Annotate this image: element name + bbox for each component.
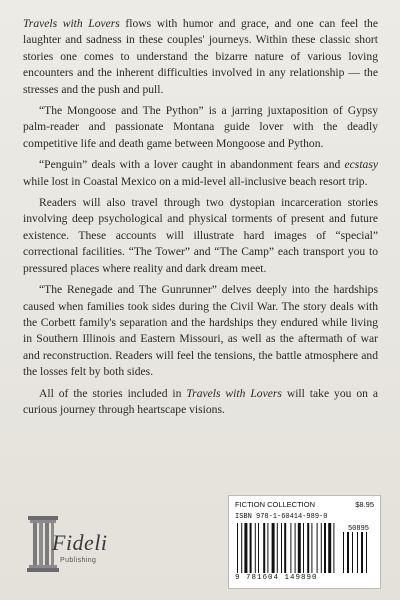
price-label: $8.95 xyxy=(355,500,374,509)
publisher-name: Fideli xyxy=(52,530,108,555)
publisher-sub: Publishing xyxy=(60,557,97,564)
blurb-paragraph-6: All of the stories included in Travels with Lovers will take you on a curious journey through heartscape visions. xyxy=(23,386,378,416)
blurb-paragraph-3: “Penguin” deals with a lover caught in abandonment fears and ecstasy while lost in Coastal Mexico on a mid-level all-inclusive beach resort trip. xyxy=(23,158,378,188)
barcode-number: 9 781604 149890 xyxy=(235,574,318,582)
category-label: FICTION COLLECTION xyxy=(235,500,316,509)
blurb-paragraph-4: Readers will also travel through two dystopian incarceration stories involving deep psychological and physical torments of present and future existence. These accounts will illustrate hard images of “special” correctional facilities. “The Tower” and “The Camp” each transport you to pressured places where reality and dark dream meet. xyxy=(23,196,378,275)
blurb-paragraph-1: Travels with Lovers flows with humor and grace, and one can feel the laughter and sadness in these couples' journeys. Within these classic short stories one comes to understand the bizarre nature of various loving encounters and the inherent difficulties involved in any relationship — the stresses and the push and pull. xyxy=(23,17,378,96)
book-title: Travels with Lovers xyxy=(23,17,120,30)
barcode-icon xyxy=(235,523,374,575)
barcode-header xyxy=(235,500,374,512)
barcode-panel xyxy=(228,495,381,589)
blurb-paragraph-5: “The Renegade and The Gunrunner” delves deeply into the hardships caused when families took sides during the Civil War. The story deals with the Corbett family's separation and the hardships they endured while living in Southern Illinois and Eastern Missouri, as well as the aftermath of war and reconstruction. Readers will feel the tensions, the battle atmosphere and the losses felt by both sides. xyxy=(23,283,378,379)
svg-text:50895: 50895 xyxy=(347,525,369,533)
back-cover-blurb xyxy=(23,16,378,423)
blurb-paragraph-2: “The Mongoose and The Python” is a jarring juxtaposition of Gypsy palm-reader and passionate Montana guide lover with the deadly competitive life and death game between Mongoose and Python. xyxy=(23,104,378,150)
isbn-text: ISBN 978-1-60414-989-0 xyxy=(235,513,328,521)
